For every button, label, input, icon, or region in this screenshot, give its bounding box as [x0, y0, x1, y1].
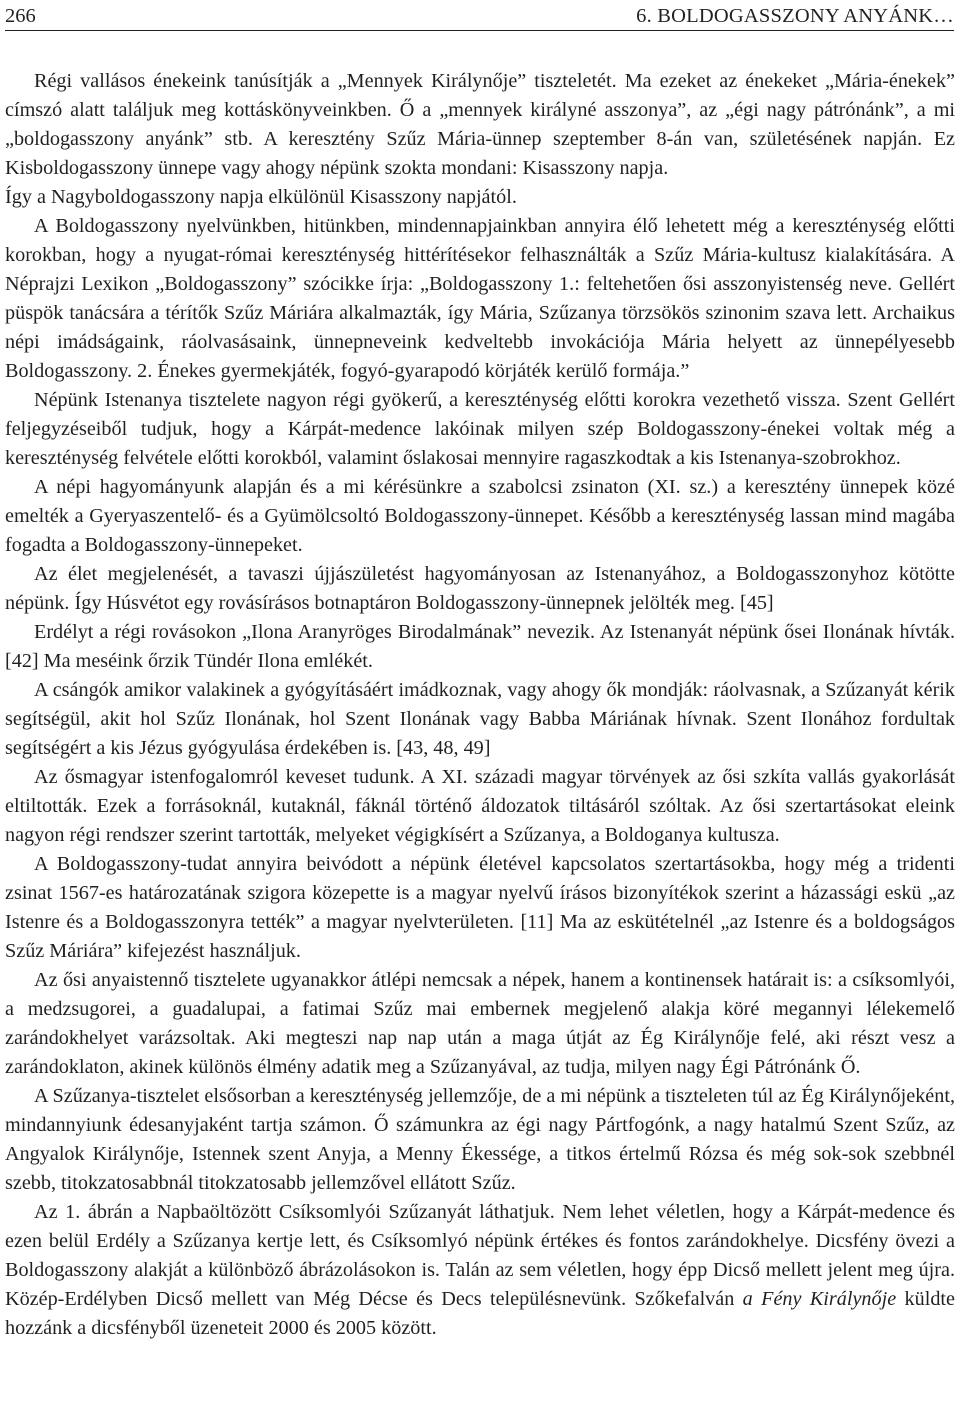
paragraph-text: küldte hozzánk a dicsfényből üzeneteit 2000 és 2005 között. — [5, 1288, 955, 1339]
page-header — [5, 4, 954, 31]
paragraph — [5, 1198, 955, 1343]
paragraph-text: Az 1. ábrán a Napbaöltözött Csíksomlyói Szűzanyát láthatjuk. Nem lehet véletlen, hogy a Kárpát-medence és ezen belül Erdély a Szűzanya kertje lett, és Csíksomlyó népünk értékes és fontos zarándokhelye. Dicsfény övezi a Boldogasszony alakját a különböző ábrázolásokon is. Talán az sem véletlen, hogy épp Dicső mellett jelent meg újra. Közép-Erdélyben Dicső mellett van Még Décse és Decs településnevünk. Szőkefalván — [5, 1201, 955, 1310]
italic-title: a Fény Királynője — [742, 1288, 897, 1310]
paragraph: A Boldogasszony-tudat annyira beivódott a népünk életével kapcsolatos szertartásokba, hogy még a tridenti zsinat 1567-es határozatának szigora közepette is a magyar nyelvű írásos bizonyítékok szerint a házassági eskü „az Istenre és a Boldogasszonyra tették” a magyar nyelvterületen. [11] Ma az eskütételnél „az Istenre és a boldogságos Szűz Máriára” kifejezést használjuk. — [5, 853, 955, 962]
paragraph: A népi hagyományunk alapján és a mi kérésünkre a szabolcsi zsinaton (XI. sz.) a keresztény ünnepek közé emelték a Gyeryaszentelő- és a Gyümölcsoltó Boldogasszony-ünnepet. Később a kereszténység lassan mind magába fogadta a Boldogasszony-ünnepeket. — [5, 476, 955, 556]
paragraph: Népünk Istenanya tisztelete nagyon régi gyökerű, a kereszténység előtti korokra vezethető vissza. Szent Gellért feljegyzéseiből tudjuk, hogy a Kárpát-medence lakóinak milyen szép Boldogasszony-énekei voltak még a kereszténység felvétele előtti korokból, valamint őslakosai mennyire ragaszkodtak a kis Istenanya-szobrokhoz. — [5, 389, 955, 469]
paragraph: Az élet megjelenését, a tavaszi újjászületést hagyományosan az Istenanyához, a Boldogasszonyhoz kötötte népünk. Így Húsvétot egy rovásírásos botnaptáron Boldogasszony-ünnepnek jelölték meg. [45] — [5, 563, 955, 614]
paragraph: Régi vallásos énekeink tanúsítják a „Mennyek Királynője” tiszteletét. Ma ezeket az énekeket „Mária-énekek” címszó alatt találjuk meg kottáskönyveinkben. Ő a „mennyek királyné asszonya”, az „égi nagy pátrónánk”, a mi „boldogasszony anyánk” stb. A keresztény Szűz Mária-ünnep szeptember 8-án van, születésének napján. Ez Kisboldogasszony ünnepe vagy ahogy népünk szokta mondani: Kisasszony napja. — [5, 70, 955, 179]
paragraph: A Boldogasszony nyelvünkben, hitünkben, mindennapjainkban annyira élő lehetett még a kereszténység előtti korokban, hogy a nyugat-római kereszténység hittérítésekor felhasználták a Szűz Mária-kultusz kialakítására. A Néprajzi Lexikon „Boldogasszony” szócikke írja: „Boldogasszony 1.: feltehetően ősi asszonyistenség neve. Gellért püspök tanácsára a térítők Szűz Máriára alkalmazták, így Mária, Szűzanya törzsökös szinonim szava lett. Archaikus népi imádságaink, ráolvasásaink, ünnepneveink kedveltebb invokációja Mária helyett az ünnepélyesebb Boldogasszony. 2. Énekes gyermekjáték, fogyó-gyarapodó körjáték kerülő formája.” — [5, 215, 955, 382]
body-text — [5, 67, 955, 1343]
running-head: 6. BOLDOGASSZONY ANYÁNK… — [636, 5, 954, 27]
paragraph: Az ősmagyar istenfogalomról keveset tudunk. A XI. századi magyar törvények az ősi szkíta vallás gyakorlását eltiltották. Ezek a forrásoknál, kutaknál, fáknál történő áldozatok tiltásáról szóltak. Az ősi szertartásokat eleink nagyon régi rendszer szerint tartották, melyeket végigkísért a Szűzanya, a Boldoganya kultusza. — [5, 766, 955, 846]
paragraph: A Szűzanya-tisztelet elsősorban a kereszténység jellemzője, de a mi népünk a tiszteleten túl az Ég Királynőjeként, mindannyiunk édesanyjaként tartja számon. Ő számunkra az égi nagy Pártfogónk, a nagy hatalmú Szent Szűz, az Angyalok Királynője, Istennek szent Anyja, a Menny Ékessége, a titkos értelmű Rózsa és még sok-sok szebbnél szebb, titokzatosabbnál titokzatosabb jellemzővel ellátott Szűz. — [5, 1085, 955, 1194]
paragraph: Erdélyt a régi rovásokon „Ilona Aranyröges Birodalmának” nevezik. Az Istenanyát népünk ősei Ilonának hívták. [42] Ma meséink őrzik Tündér Ilona emlékét. — [5, 621, 955, 672]
paragraph: A csángók amikor valakinek a gyógyításáért imádkoznak, vagy ahogy ők mondják: ráolvasnak, a Szűzanyát kérik segítségül, akit hol Szűz Ilonának, hol Szent Ilonának vagy Babba Máriának hívnak. Szent Ilonához fordultak segítségért a kis Jézus gyógyulása érdekében is. [43, 48, 49] — [5, 679, 955, 759]
paragraph: Az ősi anyaistennő tisztelete ugyanakkor átlépi nemcsak a népek, hanem a kontinensek határait is: a csíksomlyói, a medzsugorei, a guadalupai, a fatimai Szűz mai embernek megjelenő alakja köré megannyi lélekemelő zarándokhelyet varázsoltak. Aki megteszi nap nap után a maga útját az Ég Királynője felé, aki részt vesz a zarándoklaton, akinek különös élmény adatik meg a Szűzanyával, az tudja, milyen nagy Égi Pátrónánk Ő. — [5, 969, 955, 1078]
paragraph: Így a Nagyboldogasszony napja elkülönül Kisasszony napjától. — [5, 186, 517, 208]
page-number: 266 — [5, 5, 36, 27]
